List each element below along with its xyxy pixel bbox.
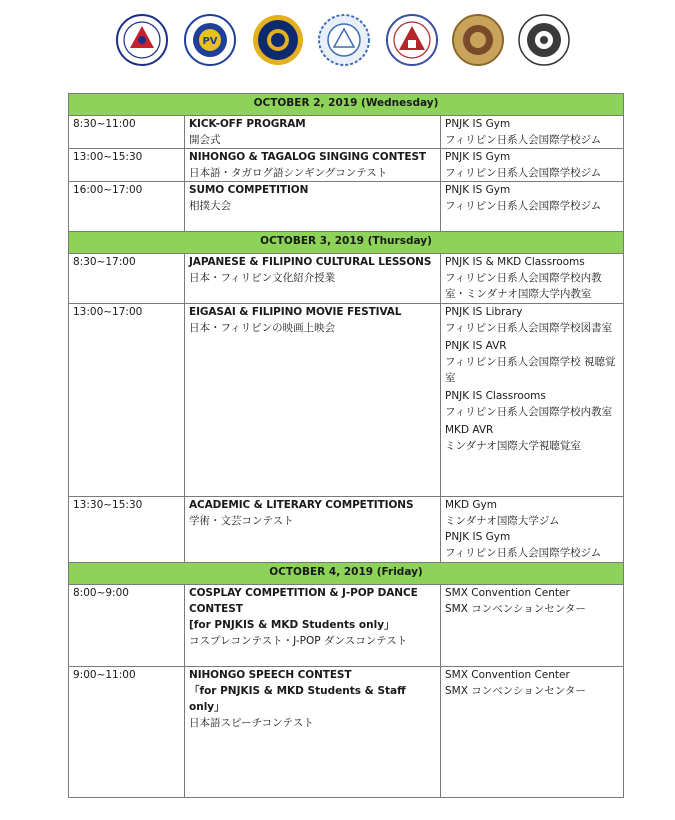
japan-philippines-volunteer-association-logo bbox=[184, 14, 236, 66]
event-location: PNJK IS Library bbox=[445, 306, 523, 318]
event-location-jp: ミンダナオ国際大学ジム bbox=[445, 515, 560, 527]
event-row bbox=[69, 585, 624, 667]
event-title: SUMO COMPETITION bbox=[189, 184, 309, 196]
event-title: NIHONGO & TAGALOG SINGING CONTEST bbox=[189, 151, 426, 163]
event-location-jp: フィリピン日系人会国際学校 視聴覚室 bbox=[445, 356, 616, 384]
event-title-jp: 日本語スピーチコンテスト bbox=[189, 717, 314, 729]
event-row bbox=[69, 667, 624, 798]
schedule-table bbox=[68, 93, 624, 798]
day-header: OCTOBER 3, 2019 (Thursday) bbox=[69, 232, 624, 254]
event-title-jp: 日本語・タガログ語シンギングコンテスト bbox=[189, 167, 388, 179]
event-time: 8:00~9:00 bbox=[73, 587, 129, 599]
event-location-jp: フィリピン日系人会国際学校ジム bbox=[445, 200, 602, 212]
event-note: [for PNJKIS & MKD Students only」 bbox=[189, 619, 395, 631]
city-seal-logo bbox=[386, 14, 438, 66]
seal-logo bbox=[318, 14, 370, 66]
event-location-jp: フィリピン日系人会国際学校ジム bbox=[445, 547, 602, 559]
event-title-jp: 学術・文芸コンテスト bbox=[189, 515, 294, 527]
mindanao-kokusai-daigaku-logo bbox=[252, 14, 304, 66]
day-header-row bbox=[69, 94, 624, 116]
event-row bbox=[69, 116, 624, 149]
event-location: MKD AVR bbox=[445, 424, 494, 436]
event-title-jp: 日本・フィリピンの映画上映会 bbox=[189, 322, 336, 334]
event-time: 9:00~11:00 bbox=[73, 669, 136, 681]
event-location: SMX Convention Center bbox=[445, 669, 570, 681]
event-title: JAPANESE & FILIPINO CULTURAL LESSONS bbox=[189, 256, 432, 268]
consulate-general-of-japan-davao-logo bbox=[518, 14, 570, 66]
event-row bbox=[69, 254, 624, 304]
event-note: 「for PNJKIS & MKD Students & Staff only」 bbox=[189, 685, 406, 713]
event-title-jp: 相撲大会 bbox=[189, 200, 231, 212]
event-location-jp: フィリピン日系人会国際学校ジム bbox=[445, 134, 602, 146]
event-location: PNJK IS & MKD Classrooms bbox=[445, 256, 585, 268]
event-title: KICK-OFF PROGRAM bbox=[189, 118, 306, 130]
event-location-jp: フィリピン日系人会国際学校内教室・ミンダナオ国際大学内教室 bbox=[445, 272, 602, 300]
event-location: PNJK IS Gym bbox=[445, 118, 511, 130]
event-time: 8:30~11:00 bbox=[73, 118, 136, 130]
event-time: 13:00~17:00 bbox=[73, 306, 143, 318]
event-row bbox=[69, 149, 624, 182]
event-location: PNJK IS AVR bbox=[445, 340, 507, 352]
event-title-jp: 開会式 bbox=[189, 134, 221, 146]
event-location: SMX Convention Center bbox=[445, 587, 570, 599]
philippine-nikkei-jin-kai-logo bbox=[116, 14, 168, 66]
svg-text:PV: PV bbox=[202, 36, 218, 47]
event-location: PNJK IS Gym bbox=[445, 184, 511, 196]
event-title: NIHONGO SPEECH CONTEST bbox=[189, 669, 352, 681]
day-header: OCTOBER 4, 2019 (Friday) bbox=[69, 563, 624, 585]
event-title: ACADEMIC & LITERARY COMPETITIONS bbox=[189, 499, 414, 511]
event-location-jp: フィリピン日系人会国際学校図書室 bbox=[445, 322, 613, 334]
event-time: 16:00~17:00 bbox=[73, 184, 143, 196]
day-header: OCTOBER 2, 2019 (Wednesday) bbox=[69, 94, 624, 116]
event-location-jp: SMX コンベンションセンター bbox=[445, 603, 586, 615]
event-row bbox=[69, 497, 624, 563]
event-location-jp: フィリピン日系人会国際学校ジム bbox=[445, 167, 602, 179]
event-title: COSPLAY COMPETITION & J-POP DANCE CONTEST bbox=[189, 587, 418, 615]
event-title-jp: コスプレコンテスト・J-POP ダンスコンテスト bbox=[189, 635, 408, 647]
event-time: 8:30~17:00 bbox=[73, 256, 136, 268]
event-location: PNJK IS Gym bbox=[445, 151, 511, 163]
event-location-jp: フィリピン日系人会国際学校内教室 bbox=[445, 406, 613, 418]
event-location-jp: SMX コンベンションセンター bbox=[445, 685, 586, 697]
event-row bbox=[69, 304, 624, 497]
event-time: 13:00~15:30 bbox=[73, 151, 143, 163]
day-header-row bbox=[69, 232, 624, 254]
event-row bbox=[69, 182, 624, 232]
event-time: 13:30~15:30 bbox=[73, 499, 143, 511]
event-location: PNJK IS Gym bbox=[445, 531, 511, 543]
day-header-row bbox=[69, 563, 624, 585]
partner-logos-strip bbox=[0, 14, 675, 76]
event-title-jp: 日本・フィリピン文化紹介授業 bbox=[189, 272, 336, 284]
bureau-seal-logo bbox=[452, 14, 504, 66]
event-location-jp: ミンダナオ国際大学視聴覚室 bbox=[445, 440, 581, 452]
event-location: MKD Gym bbox=[445, 499, 497, 511]
event-title: EIGASAI & FILIPINO MOVIE FESTIVAL bbox=[189, 306, 402, 318]
event-location: PNJK IS Classrooms bbox=[445, 390, 546, 402]
